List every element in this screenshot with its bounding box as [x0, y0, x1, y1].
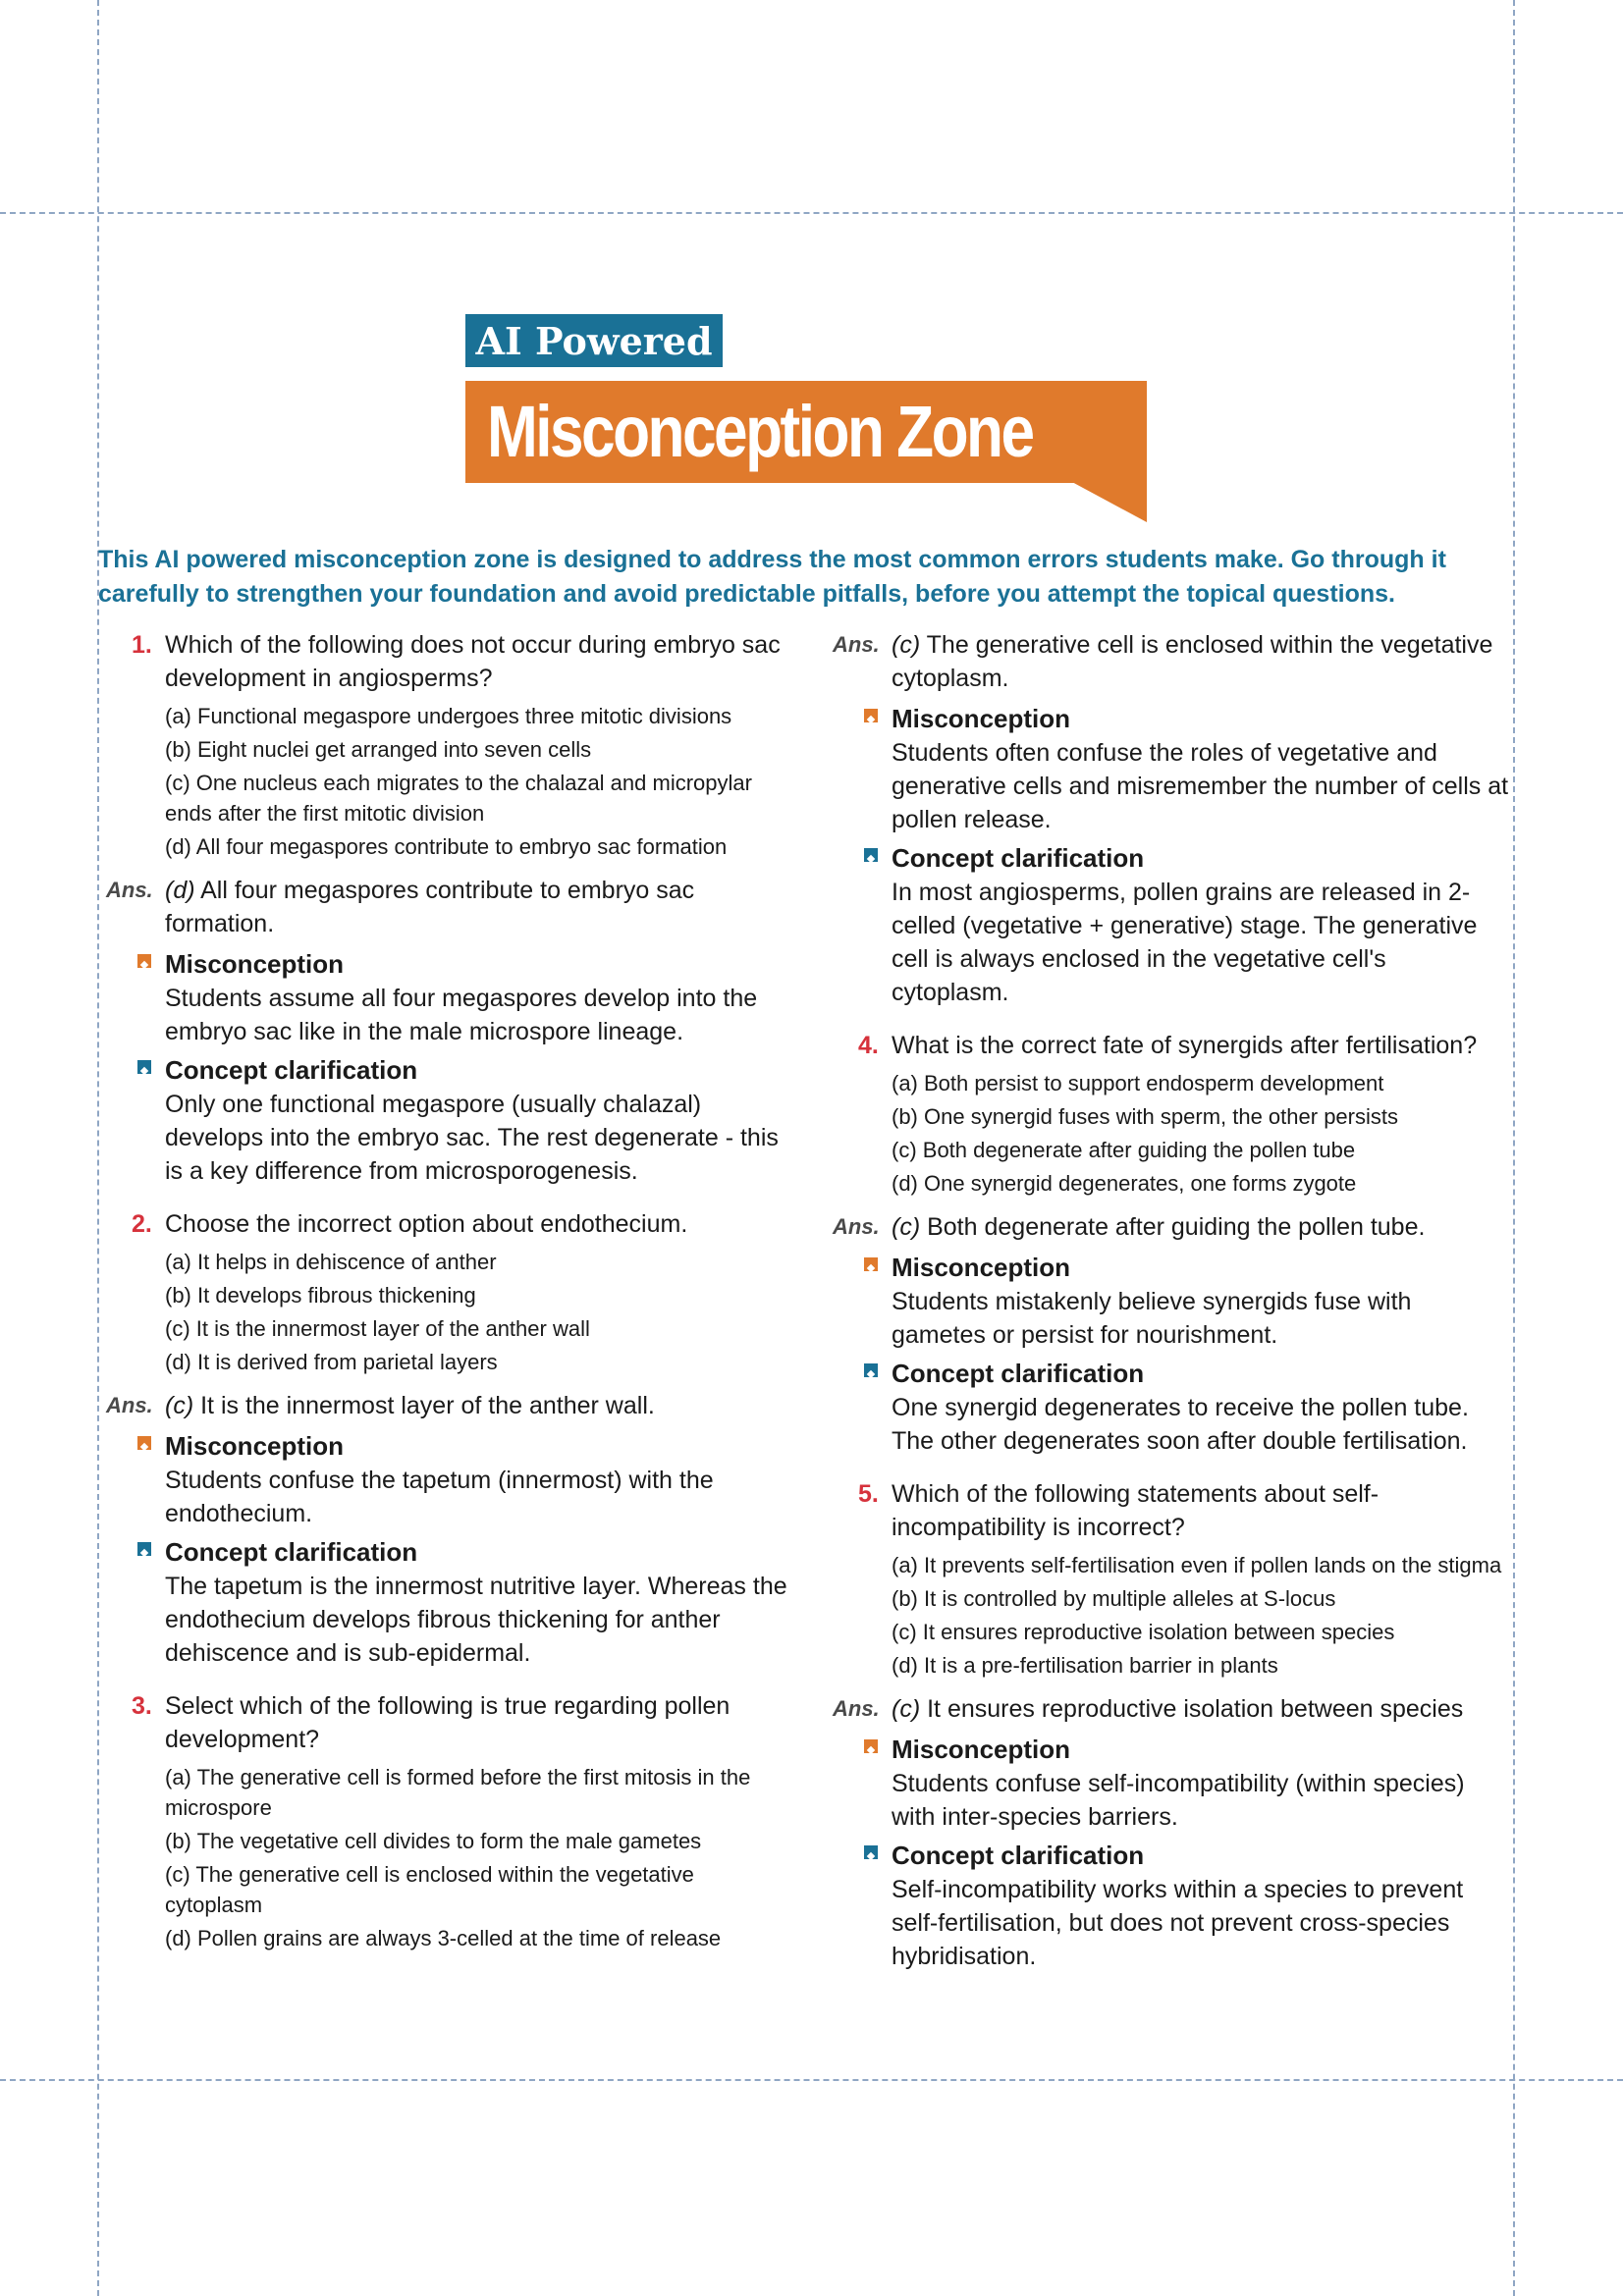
intro-text: This AI powered misconception zone is designed to address the most common errors students make. Go through it carefully to strengthen your foundation and avoid predictable pitfalls, before you attempt the topical questions. — [98, 546, 1446, 608]
answer — [106, 874, 793, 940]
option-b: (b) Eight nuclei get arranged into seven cells — [165, 737, 592, 762]
option-a: (a) Both persist to support endosperm development — [892, 1071, 1384, 1095]
misconception-heading: Misconception — [892, 1253, 1071, 1282]
clarification-heading: Concept clarification — [892, 1359, 1145, 1388]
answer — [833, 1692, 1510, 1726]
bookmark-icon — [864, 1845, 878, 1859]
misconception-heading: Misconception — [892, 1735, 1071, 1764]
clarification-section — [833, 840, 1510, 1009]
options — [106, 701, 793, 862]
option-d: (d) It is derived from parietal layers — [165, 1350, 498, 1374]
bookmark-icon — [864, 709, 878, 722]
answer-label: Ans. — [833, 632, 880, 657]
misconception-heading: Misconception — [892, 704, 1071, 733]
question — [833, 1029, 1510, 1062]
option-a: (a) Functional megaspore undergoes three mitotic divisions — [165, 704, 732, 728]
bookmark-icon — [137, 954, 151, 968]
options — [106, 1247, 793, 1377]
answer-letter: (c) — [892, 1695, 921, 1723]
question-block-1 — [106, 628, 793, 1188]
question-number: 1. — [132, 631, 152, 659]
banner-tail — [1070, 481, 1147, 522]
question-number: 3. — [132, 1692, 152, 1720]
crop-mark-top — [0, 212, 1623, 214]
banner-title: Misconception Zone — [487, 391, 1033, 472]
option-d: (d) One synergid degenerates, one forms zygote — [892, 1171, 1357, 1196]
question-text: Select which of the following is true regarding pollen development? — [165, 1692, 730, 1753]
misconception-section — [106, 1428, 793, 1530]
clarification-section — [106, 1052, 793, 1188]
misconception-heading: Misconception — [165, 949, 345, 979]
option-b: (b) The vegetative cell divides to form the male gametes — [165, 1829, 702, 1853]
option-b: (b) It is controlled by multiple alleles at S-locus — [892, 1586, 1336, 1611]
bookmark-icon — [864, 1739, 878, 1753]
option-b: (b) One synergid fuses with sperm, the other persists — [892, 1104, 1398, 1129]
clarification-heading: Concept clarification — [165, 1055, 418, 1085]
clarification-heading: Concept clarification — [892, 1841, 1145, 1870]
crop-mark-bottom — [0, 2079, 1623, 2081]
answer-letter: (c) — [892, 631, 921, 659]
clarification-section — [106, 1534, 793, 1670]
question-text: Choose the incorrect option about endothecium. — [165, 1210, 688, 1238]
answer — [106, 1389, 793, 1422]
option-d: (d) It is a pre-fertilisation barrier in plants — [892, 1653, 1278, 1678]
clarification-text: The tapetum is the innermost nutritive layer. Whereas the endothecium develops fibrous thickening for anther dehiscence and is sub-epidermal. — [165, 1573, 787, 1667]
clarification-section — [833, 1838, 1510, 1973]
option-c: (c) Both degenerate after guiding the pollen tube — [892, 1138, 1356, 1162]
option-c: (c) The generative cell is enclosed within the vegetative cytoplasm — [165, 1862, 694, 1917]
option-d: (d) All four megaspores contribute to embryo sac formation — [165, 834, 728, 859]
answer-text: Both degenerate after guiding the pollen tube. — [920, 1213, 1426, 1241]
misconception-heading: Misconception — [165, 1431, 345, 1461]
question-block-2 — [106, 1207, 793, 1670]
misconception-section — [106, 946, 793, 1048]
question-block-3 — [106, 1689, 793, 1953]
answer — [833, 1210, 1510, 1244]
answer-letter: (d) — [165, 877, 195, 904]
question — [106, 1207, 793, 1241]
clarification-section — [833, 1356, 1510, 1458]
clarification-heading: Concept clarification — [165, 1537, 418, 1567]
clarification-text: One synergid degenerates to receive the pollen tube. The other degenerates soon after double fertilisation. — [892, 1394, 1469, 1455]
misconception-text: Students mistakenly believe synergids fuse with gametes or persist for nourishment. — [892, 1288, 1412, 1349]
bookmark-icon — [864, 1257, 878, 1271]
option-c: (c) One nucleus each migrates to the chalazal and micropylar ends after the first mitotic division — [165, 771, 752, 826]
bookmark-icon — [864, 848, 878, 862]
answer-letter: (c) — [892, 1213, 921, 1241]
question-block-5 — [833, 1477, 1510, 1973]
misconception-section — [833, 1250, 1510, 1352]
answer-text: It is the innermost layer of the anther wall. — [193, 1392, 655, 1419]
clarification-text: In most angiosperms, pollen grains are released in 2-celled (vegetative + generative) stage. The generative cell is always enclosed in the vegetative cell's cytoplasm. — [892, 879, 1478, 1006]
misconception-text: Students assume all four megaspores develop into the embryo sac like in the male microspore lineage. — [165, 985, 758, 1045]
bookmark-icon — [137, 1436, 151, 1450]
misconception-section — [833, 1732, 1510, 1834]
clarification-text: Only one functional megaspore (usually chalazal) develops into the embryo sac. The rest degenerate - this is a key difference from microsporogenesis. — [165, 1091, 779, 1185]
question-number: 2. — [132, 1210, 152, 1238]
answer-block-3 — [833, 628, 1510, 1009]
question-text: What is the correct fate of synergids after fertilisation? — [892, 1032, 1478, 1059]
question — [106, 628, 793, 695]
answer-text: The generative cell is enclosed within the vegetative cytoplasm. — [892, 631, 1493, 692]
answer-label: Ans. — [106, 878, 153, 902]
crop-mark-right — [1513, 0, 1515, 2296]
left-column — [106, 628, 793, 1973]
bookmark-icon — [137, 1542, 151, 1556]
clarification-heading: Concept clarification — [892, 843, 1145, 873]
question-text: Which of the following does not occur during embryo sac development in angiosperms? — [165, 631, 781, 692]
question-number: 5. — [858, 1480, 879, 1508]
answer-label: Ans. — [833, 1214, 880, 1239]
misconception-text: Students confuse the tapetum (innermost) with the endothecium. — [165, 1467, 714, 1527]
options — [833, 1550, 1510, 1681]
ai-powered-badge: AI Powered — [465, 314, 723, 367]
question-text: Which of the following statements about self-incompatibility is incorrect? — [892, 1480, 1380, 1541]
question-block-4 — [833, 1029, 1510, 1458]
options — [833, 1068, 1510, 1199]
bookmark-icon — [864, 1363, 878, 1377]
option-d: (d) Pollen grains are always 3-celled at the time of release — [165, 1926, 722, 1950]
question — [106, 1689, 793, 1756]
option-a: (a) The generative cell is formed before the first mitosis in the microspore — [165, 1765, 751, 1820]
misconception-text: Students often confuse the roles of vegetative and generative cells and misremember the number of cells at pollen release. — [892, 739, 1509, 833]
answer-letter: (c) — [165, 1392, 194, 1419]
clarification-text: Self-incompatibility works within a species to prevent self-fertilisation, but does not prevent cross-species hybridisation. — [892, 1876, 1464, 1970]
options — [106, 1762, 793, 1953]
option-b: (b) It develops fibrous thickening — [165, 1283, 476, 1308]
right-column — [833, 628, 1510, 1993]
answer-text: It ensures reproductive isolation between species — [920, 1695, 1464, 1723]
answer — [833, 628, 1510, 695]
misconception-section — [833, 701, 1510, 836]
option-c: (c) It is the innermost layer of the anther wall — [165, 1316, 590, 1341]
option-a: (a) It helps in dehiscence of anther — [165, 1250, 497, 1274]
crop-mark-left — [97, 0, 99, 2296]
question — [833, 1477, 1510, 1544]
bookmark-icon — [137, 1060, 151, 1074]
answer-label: Ans. — [106, 1393, 153, 1417]
misconception-text: Students confuse self-incompatibility (within species) with inter-species barriers. — [892, 1770, 1465, 1831]
misconception-zone-banner — [465, 381, 1147, 483]
answer-label: Ans. — [833, 1696, 880, 1721]
question-number: 4. — [858, 1032, 879, 1059]
answer-text: All four megaspores contribute to embryo sac formation. — [165, 877, 695, 937]
option-c: (c) It ensures reproductive isolation between species — [892, 1620, 1395, 1644]
option-a: (a) It prevents self-fertilisation even if pollen lands on the stigma — [892, 1553, 1502, 1577]
